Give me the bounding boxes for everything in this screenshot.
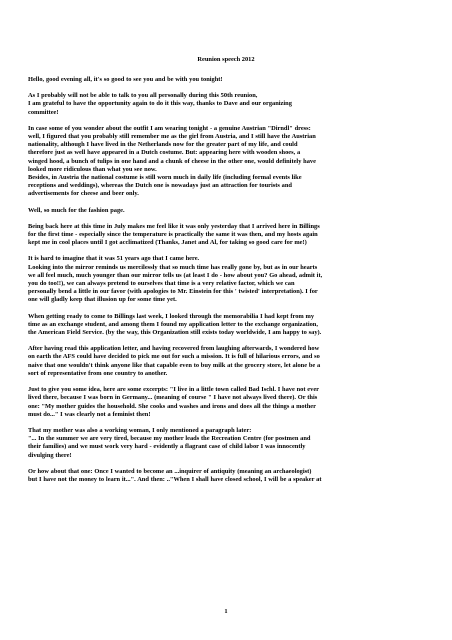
paragraph: [28, 207, 424, 215]
text-line: Hello, good evening all, it's so good to see you and be with you tonight!: [28, 76, 223, 83]
document-title: Reunion speech 2012: [197, 56, 255, 63]
text-line: It is hard to imagine that it was 51 years ago that I came here.: [28, 255, 200, 263]
text-line: sort of representative from one country to another.: [28, 369, 168, 377]
text-line: kept me in cool places until I got acclimatized (Thanks, Janet and Al, for taking so good care for me!): [28, 239, 307, 247]
text-line: nationality, although I have lived in the Netherlands now for the greater part of my life, and could: [28, 141, 298, 149]
text-line: for the first time - especially since the temperature is practically the same it was then, and my hosts again: [28, 231, 318, 239]
text-line: lived there, because I was born in Germany... (meaning of course " I have not always lived there). Or this: [28, 394, 318, 402]
text-line: naive that one wouldn't think anyone like that capable even to buy milk at the grocery store, let alone be a: [28, 361, 321, 369]
document-body: [28, 56, 424, 484]
text-line: Just to give you some idea, here are some excerpts: "I live in a little town called Bad Ischl. I have not ever: [28, 386, 319, 394]
text-line: winged hood, a bunch of tulips in one hand and a chunk of cheese in the other one, would definitely have: [28, 157, 316, 165]
text-line: receptions and weddings), whereas the Dutch one is nowadays just an attraction for tourists and: [28, 182, 292, 190]
paragraph: [28, 313, 424, 338]
text-line: on earth the AFS could have decided to pick me out for such a mission. It is full of hilarious errors, and so: [28, 353, 320, 361]
text-line: Or how about that one: Once I wanted to become an ...inquirer of antiquity (meaning an archaeologist): [28, 467, 312, 475]
text-line: Well, so much for the fashion page.: [28, 206, 125, 214]
text-line: "... In the summer we are very tired, because my mother leads the Recreation Centre (for postmen and: [28, 435, 311, 443]
text-line: divulging there!: [28, 451, 72, 459]
text-line: the American Field Service. (by the way, this Organization still exists today worldwide, I am happy to say).: [28, 329, 322, 337]
text-line: After having read this application letter, and having recovered from laughing afterwards, I wondered how: [28, 345, 320, 353]
text-line: Looking into the mirror reminds us mercilessly that so much time has really gone by, but as in our hearts: [28, 263, 318, 271]
paragraph: [28, 427, 424, 460]
text-line: In case some of you wonder about the outfit I am wearing tonight - a genuine Austrian "Dirndl" dress:: [28, 124, 311, 132]
text-line: we all feel much, much younger than our mirror tells us (at least I do - how about you? Go ahead, admit it,: [28, 271, 323, 279]
text-line: personally bend a little in our favor (with apologies to Mr. Einstein for this ' twisted' interpretation). I for: [28, 288, 318, 296]
text-line: well, I figured that you probably still remember me as the girl from Austria, and I still have the Austrian: [28, 133, 316, 141]
text-line: When getting ready to come to Billings last week, I looked through the memorabilia I had kept from my: [28, 312, 315, 320]
paragraph: [28, 345, 424, 378]
paragraph: [28, 468, 424, 484]
text-line: their families) and we must work very hard - evidently a flagrant case of child labor I was innocently: [28, 443, 306, 451]
text-line: you do too!!), we can always pretend to ourselves that time is a very relative factor, which we can: [28, 280, 295, 288]
text-line: That my mother was also a working woman, I only mentioned a paragraph later:: [28, 426, 252, 434]
text-line: Besides, in Austria the national costume is still worn much in daily life (including formal events like: [28, 174, 302, 182]
paragraph: [28, 92, 424, 117]
paragraph: [28, 223, 424, 248]
text-line: committee!: [28, 108, 59, 116]
paragraph: [28, 76, 424, 84]
text-line: Being back here at this time in July makes me feel like it was only yesterday that I arrived here in Billings: [28, 222, 320, 230]
text-line: one: "My mother guides the household. She cooks and washes and irons and does all the things a mother: [28, 402, 316, 410]
text-line: As I probably will not be able to talk to you all personally during this 50th reunion,: [28, 92, 258, 100]
paragraph: [28, 125, 424, 199]
text-line: one will gladly keep that illusion up for some time yet.: [28, 296, 177, 304]
text-line: advertisements for cheese and beer only.: [28, 190, 139, 198]
paragraph: [28, 255, 424, 304]
paragraph: [28, 386, 424, 419]
page-number: 1: [224, 608, 228, 615]
text-line: must do..." I was clearly not a feminist then!: [28, 410, 151, 418]
text-line: but I have not the money to learn it...". And then: .."When I shall have closed school, I will be a speaker at: [28, 475, 322, 483]
paragraph-list: [28, 76, 424, 484]
text-line: looked more ridiculous than what you see now.: [28, 165, 157, 173]
text-line: I am grateful to have the opportunity again to do it this way, thanks to Dave and our organizing: [28, 100, 292, 108]
text-line: time as an exchange student, and among them I found my application letter to the exchange organization,: [28, 320, 318, 328]
text-line: therefore just as well have appeared in a Dutch costume. But: appearing here with wooden shoes, a: [28, 149, 301, 157]
